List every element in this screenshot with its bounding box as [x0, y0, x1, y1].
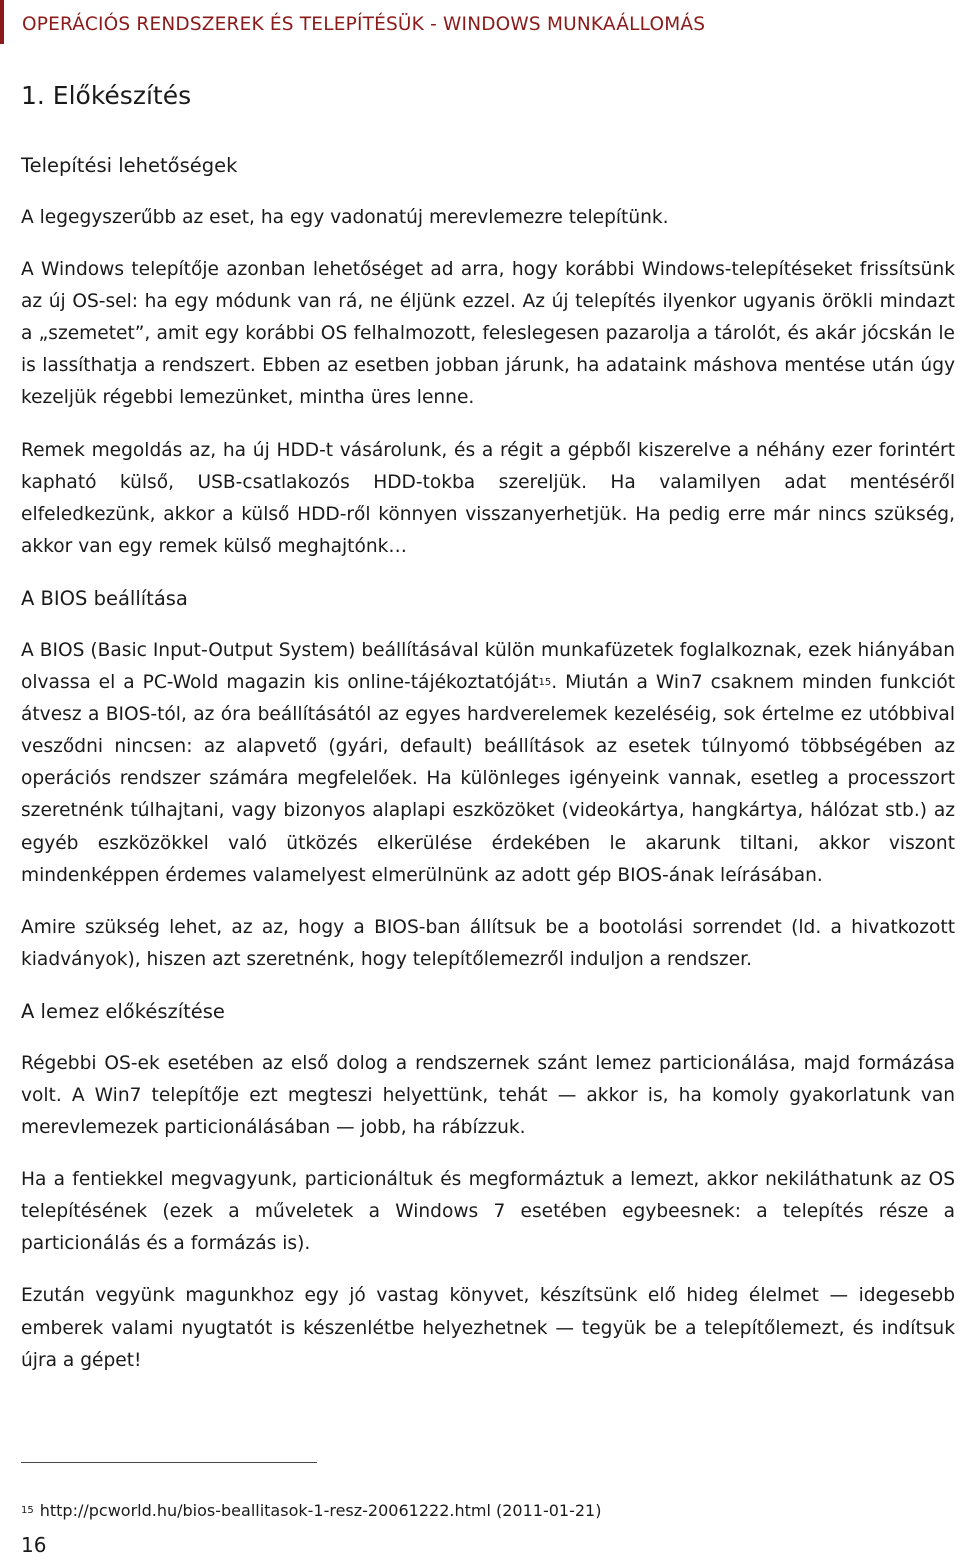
footnote-number: 15 — [21, 1505, 34, 1516]
header-title: OPERÁCIÓS RENDSZEREK ÉS TELEPÍTÉSÜK - WINDOWS MUNKAÁLLOMÁS — [22, 14, 706, 35]
paragraph-text: . Miután a Win7 csaknem minden funkciót átvesz a BIOS-tól, az óra beállításától az egyes hardverelemek kezeléséig, sok értelme ez utóbbival vesződni nincsen: az alapvető (gyári, default) beállítások az esetek túlnyomó többségében az operációs rendszer számára megfelelőek. Ha különleges igényeink vannak, esetleg a processzort szeretnénk túlhajtani, vagy bizonyos alaplapi eszközöket (videokártya, hangkártya, hálózat stb.) az egyéb eszközökkel való ütközés elkerülése érdekében le akarunk tiltani, akkor viszont mindenképpen érdemes valamelyest elmerülnünk az adott gép BIOS-ának leírásában. — [21, 672, 955, 886]
footnote-separator — [21, 1462, 317, 1463]
paragraph: A Windows telepítője azonban lehetőséget ad arra, hogy korábbi Windows-telepítéseket frissítsünk az új OS-sel: ha egy módunk van rá, ne éljünk ezzel. Az új telepítés ilyenkor ugyanis örökli mindazt a „szemetet”, amit egy korábbi OS felhalmozott, feleslegesen pazarolja a tárolót, és akár jócskán le is lassíthatja a rendszert. Ebben az esetben jobban járunk, ha adataink máshova mentése után úgy kezeljük régebbi lemezünket, mintha üres lenne. — [21, 259, 955, 409]
paragraph: Ezután vegyünk magunkhoz egy jó vastag könyvet, készítsünk elő hideg élelmet — idegesebb emberek valami nyugtatót is készenlétbe helyezhetnek — tegyük be a telepítőlemezt, és indítsuk újra a gépet! — [21, 1285, 955, 1371]
page-number: 16 — [21, 1533, 47, 1557]
section-heading-disk-prep: A lemez előkészítése — [21, 999, 225, 1023]
chapter-title: 1. Előkészítés — [21, 81, 192, 110]
paragraph: Ha a fentiekkel megvagyunk, particionáltuk és megformáztuk a lemezt, akkor nekiláthatunk az OS telepítésének (ezek a műveletek a Windows 7 esetében egybeesnek: a telepítés része a particionálás és a formázás is). — [21, 1169, 955, 1255]
paragraph: A legegyszerűbb az eset, ha egy vadonatúj merevlemezre telepítünk. — [21, 207, 669, 228]
section-heading-bios: A BIOS beállítása — [21, 586, 188, 610]
footnote-reference: 15 — [538, 677, 552, 689]
paragraph-text: A BIOS (Basic Input-Output System) beállításával külön munkafüzetek foglalkoznak, ezek hiányában olvassa el a PC-Wold magazin kis online-tájékoztatóját — [21, 639, 955, 694]
paragraph: Remek megoldás az, ha új HDD-t vásárolunk, és a régit a gépből kiszerelve a néhány ezer forintért kapható külső, USB-csatlakozós HDD-tokba szereljük. Ha valamilyen adat mentéséről elfeledkezünk, akkor a külső HDD-ről könnyen visszanyerhetjük. Ha pedig erre már nincs szükség, akkor van egy remek külső meghajtónk… — [21, 439, 955, 557]
paragraph: Amire szükség lehet, az az, hogy a BIOS-ban állítsuk be a bootolási sorrendet (ld. a hivatkozott kiadványok), hiszen azt szeretnénk, hogy telepítőlemezről induljon a rendszer. — [21, 916, 955, 970]
paragraph: Régebbi OS-ek esetében az első dolog a rendszernek szánt lemez particionálása, majd formázása volt. A Win7 telepítője ezt megteszi helyettünk, tehát — akkor is, ha komoly gyakorlatunk van merevlemezek particionálásában — jobb, ha rábízzuk. — [21, 1052, 955, 1139]
footnote — [21, 1500, 601, 1522]
page-header — [0, 0, 960, 44]
footnote-link[interactable]: http://pcworld.hu/bios-beallitasok-1-resz-20061222.html (2011-01-21) — [39, 1501, 602, 1520]
page-content — [21, 76, 955, 1397]
section-heading-install-options: Telepítési lehetőségek — [21, 154, 238, 177]
paragraph-bios — [21, 635, 955, 892]
